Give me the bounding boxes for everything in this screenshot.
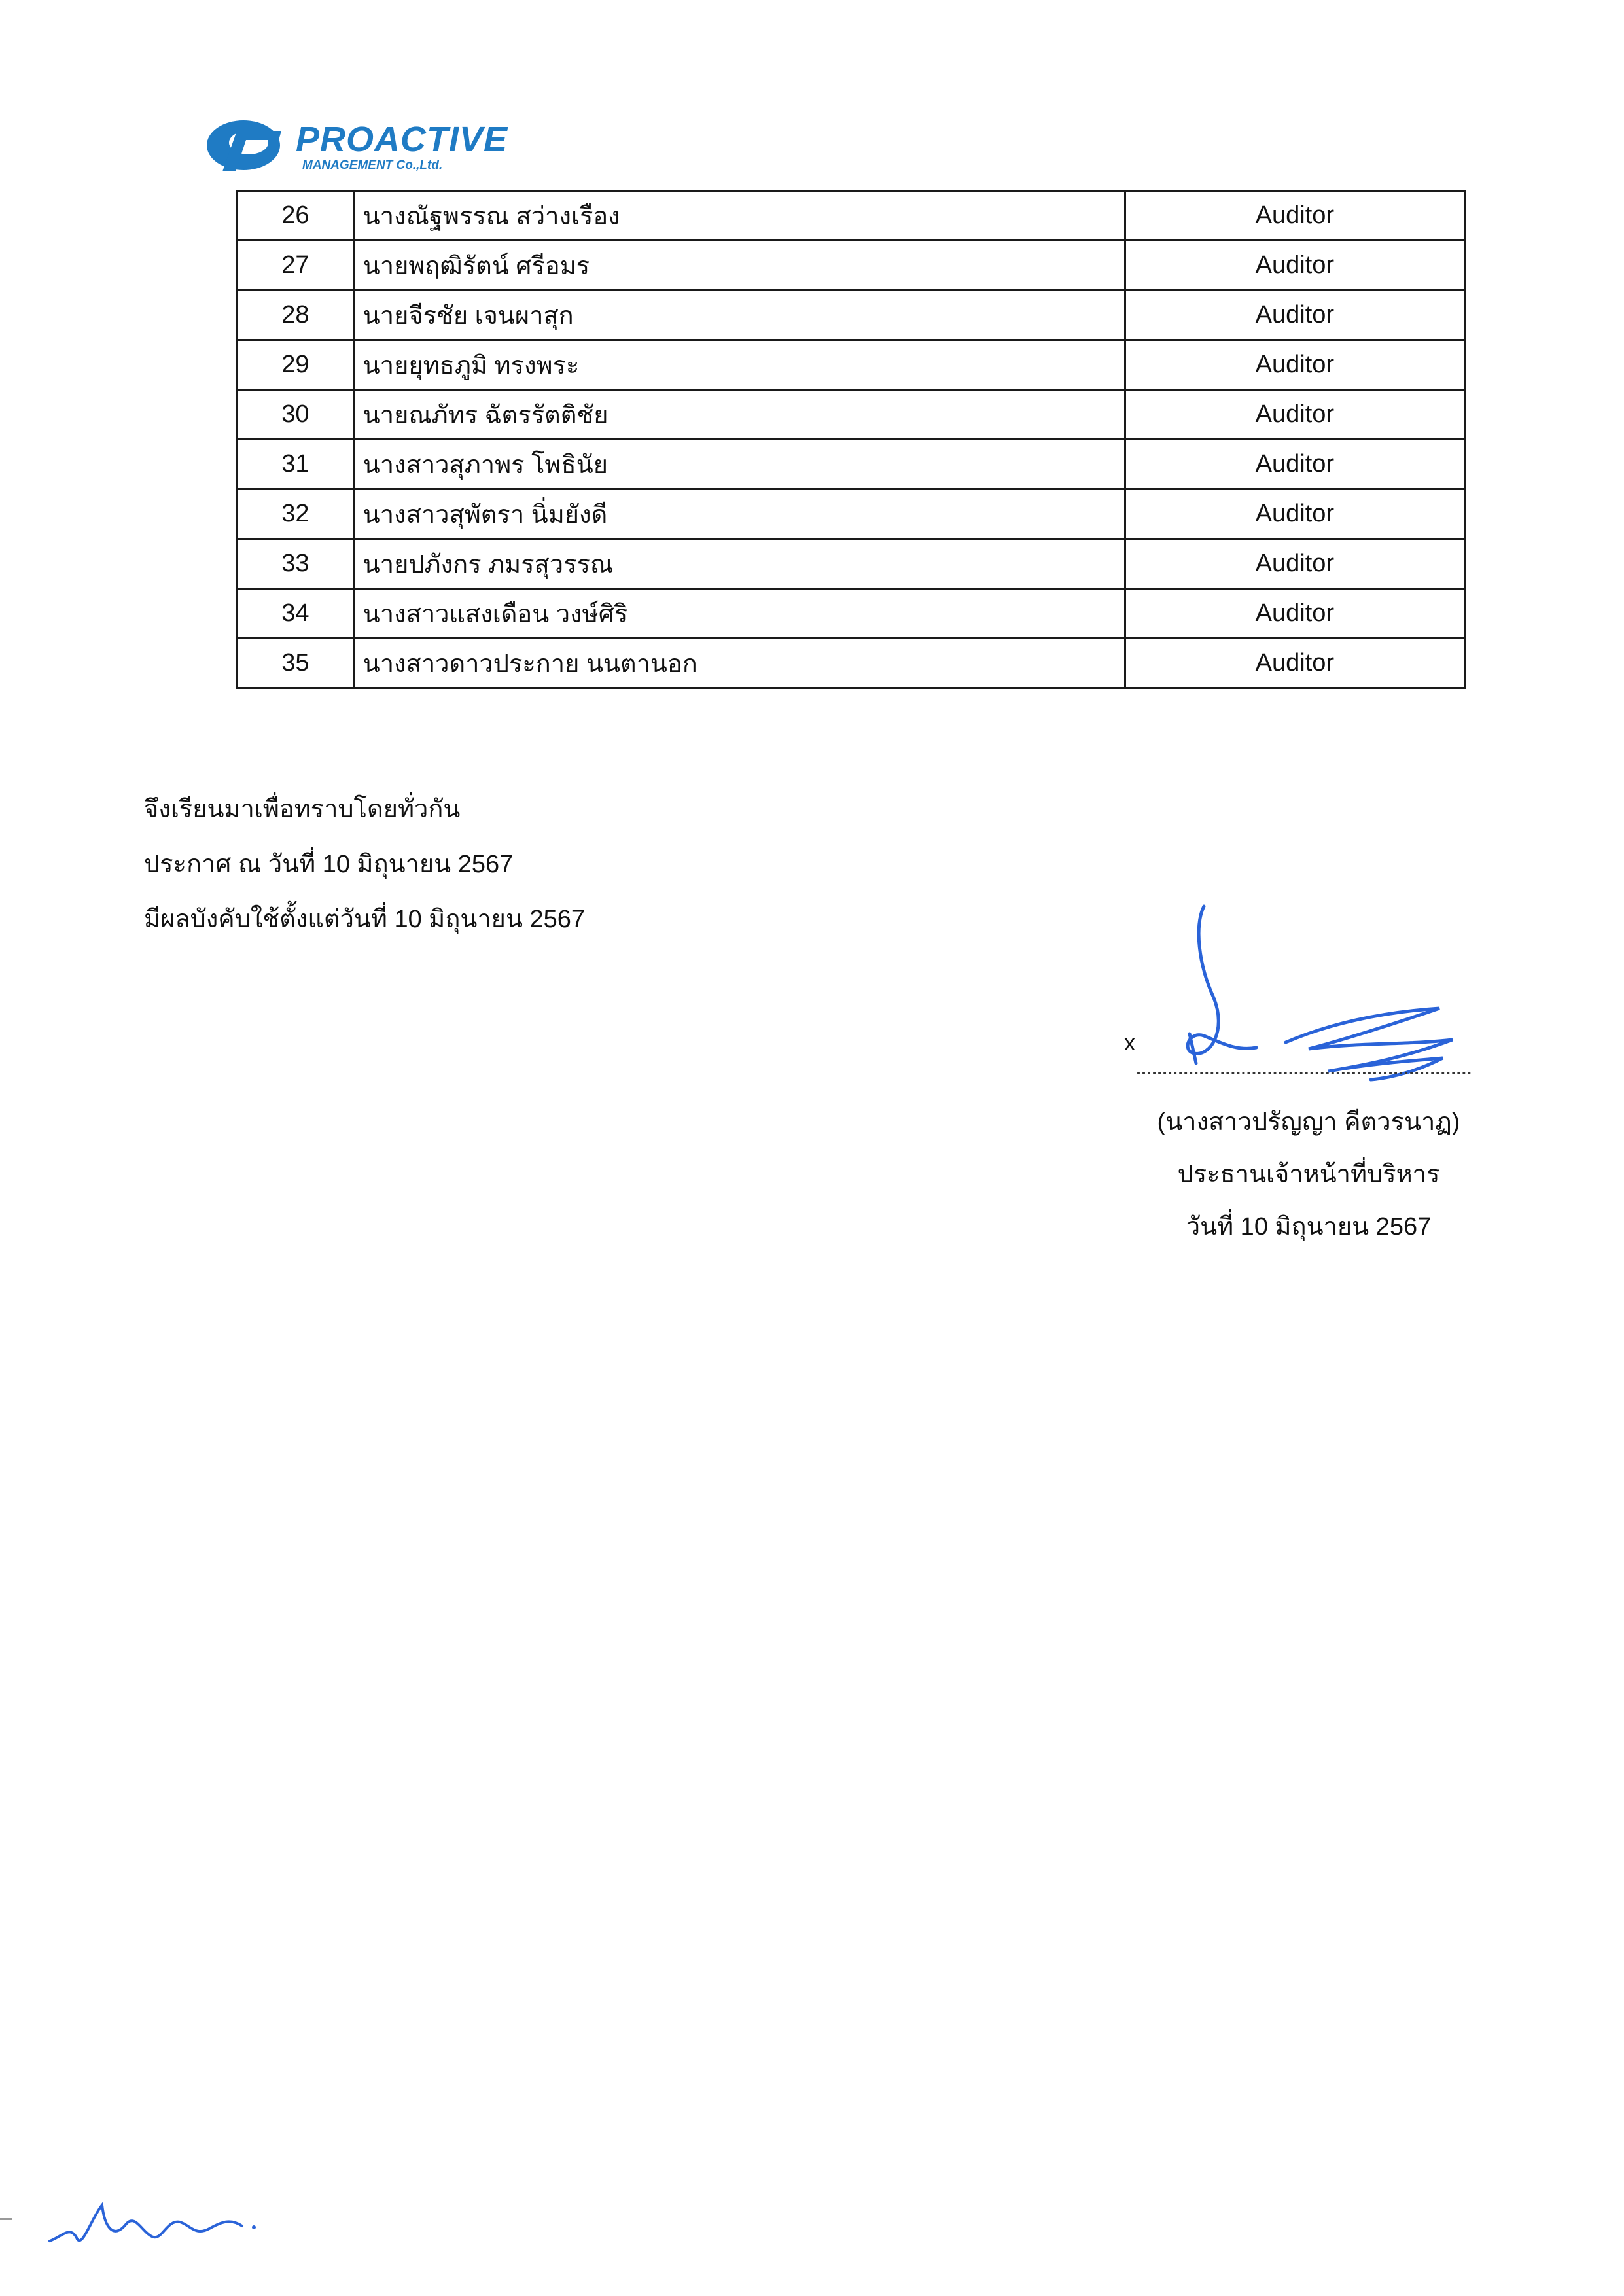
person-name: นายยุทธภูมิ ทรงพระ <box>354 340 1125 390</box>
person-name: นางสาวสุภาพร โพธินัย <box>354 440 1125 489</box>
table-row <box>237 191 1465 241</box>
person-role: Auditor <box>1125 639 1464 688</box>
table-row <box>237 340 1465 390</box>
row-number: 26 <box>237 191 355 241</box>
person-role: Auditor <box>1125 539 1464 589</box>
handwritten-initials <box>46 2179 262 2257</box>
row-number: 34 <box>237 589 355 639</box>
person-name: นางสาวแสงเดือน วงษ์ศิริ <box>354 589 1125 639</box>
signature-line <box>1137 1072 1471 1074</box>
row-number: 28 <box>237 291 355 340</box>
logo-emblem-icon <box>203 111 301 177</box>
person-role: Auditor <box>1125 241 1464 291</box>
closing-statement <box>144 782 585 947</box>
person-name: นายพฤฒิรัตน์ ศรีอมร <box>354 241 1125 291</box>
person-role: Auditor <box>1125 589 1464 639</box>
closing-line-effective-date: มีผลบังคับใช้ตั้งแต่วันที่ 10 มิถุนายน 2567 <box>144 906 586 933</box>
logo-name: PROACTIVE <box>296 120 508 159</box>
page-edge-mark <box>0 2218 12 2220</box>
row-number: 31 <box>237 440 355 489</box>
row-number: 35 <box>237 639 355 688</box>
table-row <box>237 539 1465 589</box>
signatory-date: วันที่ 10 มิถุนายน 2567 <box>1186 1213 1432 1241</box>
person-name: นางณัฐพรรณ สว่างเรือง <box>354 191 1125 241</box>
auditor-table <box>236 190 1466 689</box>
closing-line-announced-date: ประกาศ ณ วันที่ 10 มิถุนายน 2567 <box>144 851 514 878</box>
table-row <box>237 390 1465 440</box>
signatory-title: ประธานเจ้าหน้าที่บริหาร <box>1177 1161 1440 1188</box>
table-row <box>237 241 1465 291</box>
company-logo <box>203 111 508 177</box>
row-number: 32 <box>237 489 355 539</box>
table-row <box>237 291 1465 340</box>
table-row <box>237 639 1465 688</box>
person-name: นางสาวดาวประกาย นนตานอก <box>354 639 1125 688</box>
person-name: นายปภังกร ภมรสุวรรณ <box>354 539 1125 589</box>
person-role: Auditor <box>1125 291 1464 340</box>
row-number: 27 <box>237 241 355 291</box>
row-number: 33 <box>237 539 355 589</box>
signatory-block <box>1099 1096 1518 1253</box>
handwritten-signature <box>1112 900 1479 1096</box>
person-name: นายณภัทร ฉัตรรัตติชัย <box>354 390 1125 440</box>
person-name: นางสาวสุพัตรา นิ่มยังดี <box>354 489 1125 539</box>
person-name: นายจีรชัย เจนผาสุก <box>354 291 1125 340</box>
person-role: Auditor <box>1125 340 1464 390</box>
person-role: Auditor <box>1125 191 1464 241</box>
person-role: Auditor <box>1125 390 1464 440</box>
row-number: 30 <box>237 390 355 440</box>
person-role: Auditor <box>1125 440 1464 489</box>
row-number: 29 <box>237 340 355 390</box>
table-row <box>237 440 1465 489</box>
closing-line-acknowledge: จึงเรียนมาเพื่อทราบโดยทั่วกัน <box>144 796 461 823</box>
signature-mark: x <box>1124 1031 1135 1055</box>
person-role: Auditor <box>1125 489 1464 539</box>
signatory-name: (นางสาวปรัญญา คีตวรนาฏ) <box>1157 1108 1460 1136</box>
table-row <box>237 489 1465 539</box>
table-row <box>237 589 1465 639</box>
logo-subname: MANAGEMENT Co.,Ltd. <box>302 158 443 172</box>
